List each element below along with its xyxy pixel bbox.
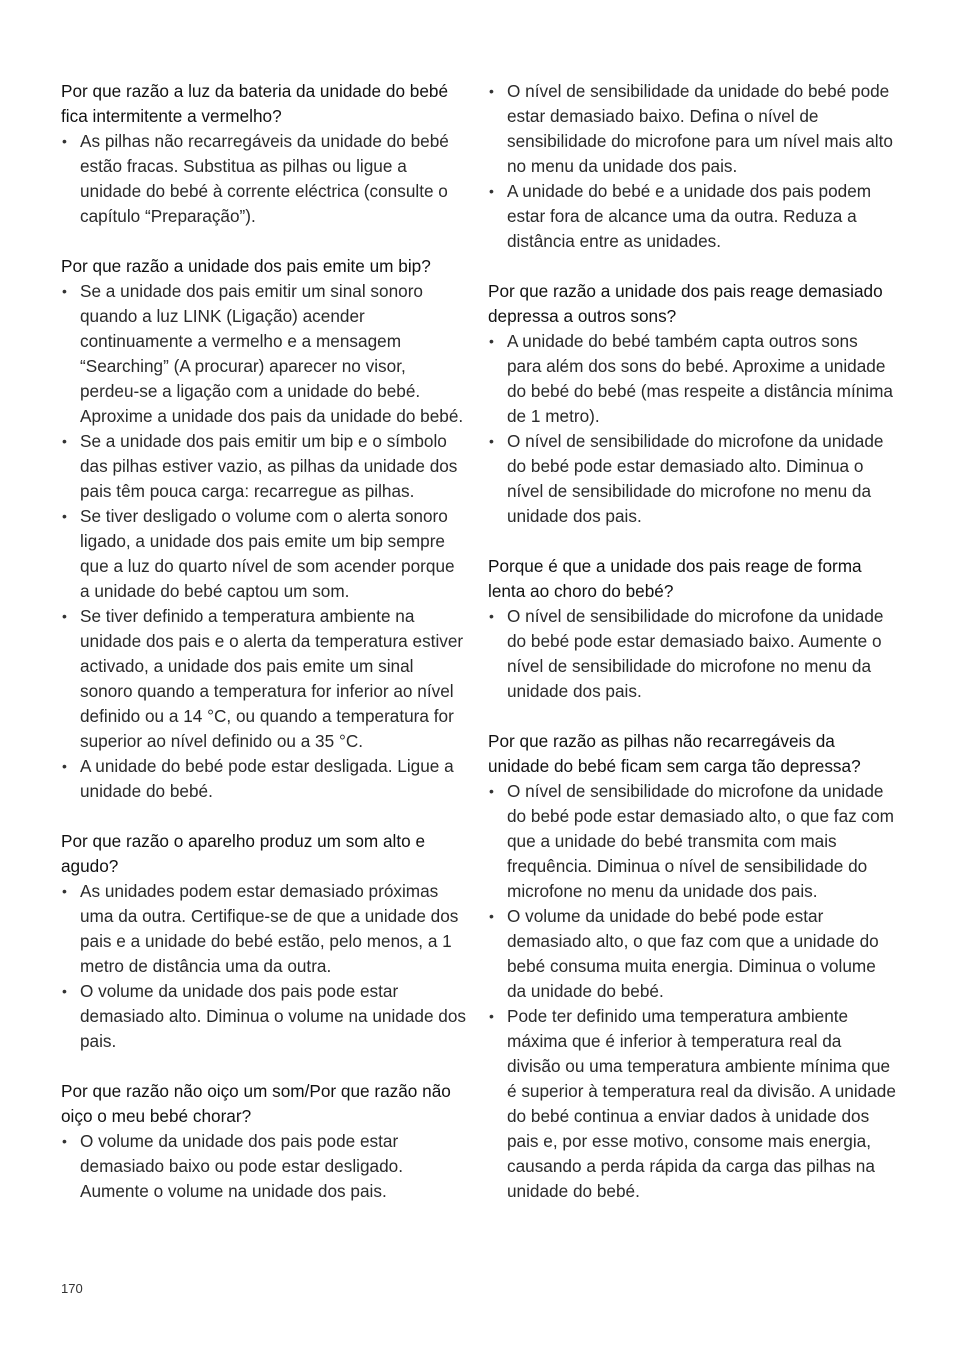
faq-answer-list <box>488 79 896 254</box>
faq-question: Por que razão a unidade dos pais reage demasiado depressa a outros sons? <box>488 281 883 326</box>
faq-question: Por que razão não oiço um som/Por que razão não oiço o meu bebé chorar? <box>61 1081 451 1126</box>
faq-section <box>488 729 896 1204</box>
faq-section <box>488 279 896 529</box>
faq-answer: • Pode ter definido uma temperatura ambiente máxima que é inferior à temperatura real da divisão ou uma temperatura ambiente mínima que é superior à temperatura real da divisão. A unidade do bebé continua a enviar dados à unidade dos pais e, por esse motivo, consome mais energia, causando a perda rápida da carga das pilhas na unidade do bebé. <box>488 1004 896 1204</box>
faq-section <box>61 1079 467 1204</box>
faq-section <box>61 829 467 1054</box>
faq-answer-list <box>488 329 896 529</box>
faq-question: Por que razão o aparelho produz um som alto e agudo? <box>61 831 426 876</box>
faq-section <box>488 554 896 704</box>
faq-answer: • Se tiver desligado o volume com o alerta sonoro ligado, a unidade dos pais emite um bip sempre que a luz do quarto nível de som acender porque a unidade do bebé captou um som. <box>61 504 467 604</box>
faq-answer: • O volume da unidade do bebé pode estar demasiado alto, o que faz com que a unidade do bebé consuma muita energia. Diminua o volume da unidade do bebé. <box>488 904 896 1004</box>
faq-answer: • Se a unidade dos pais emitir um sinal sonoro quando a luz LINK (Ligação) acender continuamente a vermelho e a mensagem “Searching” (A procurar) aparecer no visor, perdeu-se a ligação com a unidade do bebé. Aproxime a unidade dos pais da unidade do bebé. <box>61 279 467 429</box>
faq-answer: • Se a unidade dos pais emitir um bip e o símbolo das pilhas estiver vazio, as pilhas da unidade dos pais têm pouca carga: recarregue as pilhas. <box>61 429 467 504</box>
right-column <box>488 79 896 1229</box>
faq-answer: • O volume da unidade dos pais pode estar demasiado alto. Diminua o volume na unidade dos pais. <box>61 979 467 1054</box>
faq-section <box>61 254 467 804</box>
faq-answer: • O nível de sensibilidade do microfone da unidade do bebé pode estar demasiado alto, o que faz com que a unidade do bebé transmita com mais frequência. Diminua o nível de sensibilidade do microfone no menu da unidade dos pais. <box>488 779 896 904</box>
faq-section <box>61 79 467 229</box>
faq-answer: • O nível de sensibilidade do microfone da unidade do bebé pode estar demasiado baixo. Aumente o nível de sensibilidade do microfone no menu da unidade dos pais. <box>488 604 896 704</box>
faq-answer: • O nível de sensibilidade do microfone da unidade do bebé pode estar demasiado alto. Diminua o nível de sensibilidade do microfone no menu da unidade dos pais. <box>488 429 896 529</box>
faq-answer-list <box>61 879 467 1054</box>
page-number: 170 <box>61 1281 83 1296</box>
faq-answer: • O nível de sensibilidade da unidade do bebé pode estar demasiado baixo. Defina o nível de sensibilidade do microfone para um nível mais alto no menu da unidade dos pais. <box>488 79 896 179</box>
faq-question: Por que razão a luz da bateria da unidade do bebé fica intermitente a vermelho? <box>61 81 449 126</box>
left-column <box>61 79 467 1229</box>
faq-answer-list <box>488 604 896 704</box>
faq-answer-list <box>61 1129 467 1204</box>
faq-answer-list <box>61 279 467 804</box>
faq-answer: • O volume da unidade dos pais pode estar demasiado baixo ou pode estar desligado. Aumente o volume na unidade dos pais. <box>61 1129 467 1204</box>
faq-answer-list <box>488 779 896 1204</box>
faq-answer: • Se tiver definido a temperatura ambiente na unidade dos pais e o alerta da temperatura estiver activado, a unidade dos pais emite um sinal sonoro quando a temperatura for inferior ao nível definido ou a 14 °C, ou quando a temperatura for superior ao nível definido ou a 35 °C. <box>61 604 467 754</box>
faq-question: Por que razão a unidade dos pais emite um bip? <box>61 256 431 276</box>
faq-answer-list <box>61 129 467 229</box>
faq-answer: • A unidade do bebé e a unidade dos pais podem estar fora de alcance uma da outra. Reduza a distância entre as unidades. <box>488 179 896 254</box>
faq-answer: • A unidade do bebé também capta outros sons para além dos sons do bebé. Aproxime a unidade do bebé do bebé (mas respeite a distância mínima de 1 metro). <box>488 329 896 429</box>
faq-answer: • A unidade do bebé pode estar desligada. Ligue a unidade do bebé. <box>61 754 467 804</box>
faq-answer: • As unidades podem estar demasiado próximas uma da outra. Certifique-se de que a unidade dos pais e a unidade do bebé estão, pelo menos, a 1 metro de distância uma da outra. <box>61 879 467 979</box>
faq-answer: • As pilhas não recarregáveis da unidade do bebé estão fracas. Substitua as pilhas ou ligue a unidade do bebé à corrente eléctrica (consulte o capítulo “Preparação”). <box>61 129 467 229</box>
faq-question: Porque é que a unidade dos pais reage de forma lenta ao choro do bebé? <box>488 556 862 601</box>
faq-section-continued <box>488 79 896 254</box>
faq-question: Por que razão as pilhas não recarregáveis da unidade do bebé ficam sem carga tão depressa? <box>488 731 861 776</box>
